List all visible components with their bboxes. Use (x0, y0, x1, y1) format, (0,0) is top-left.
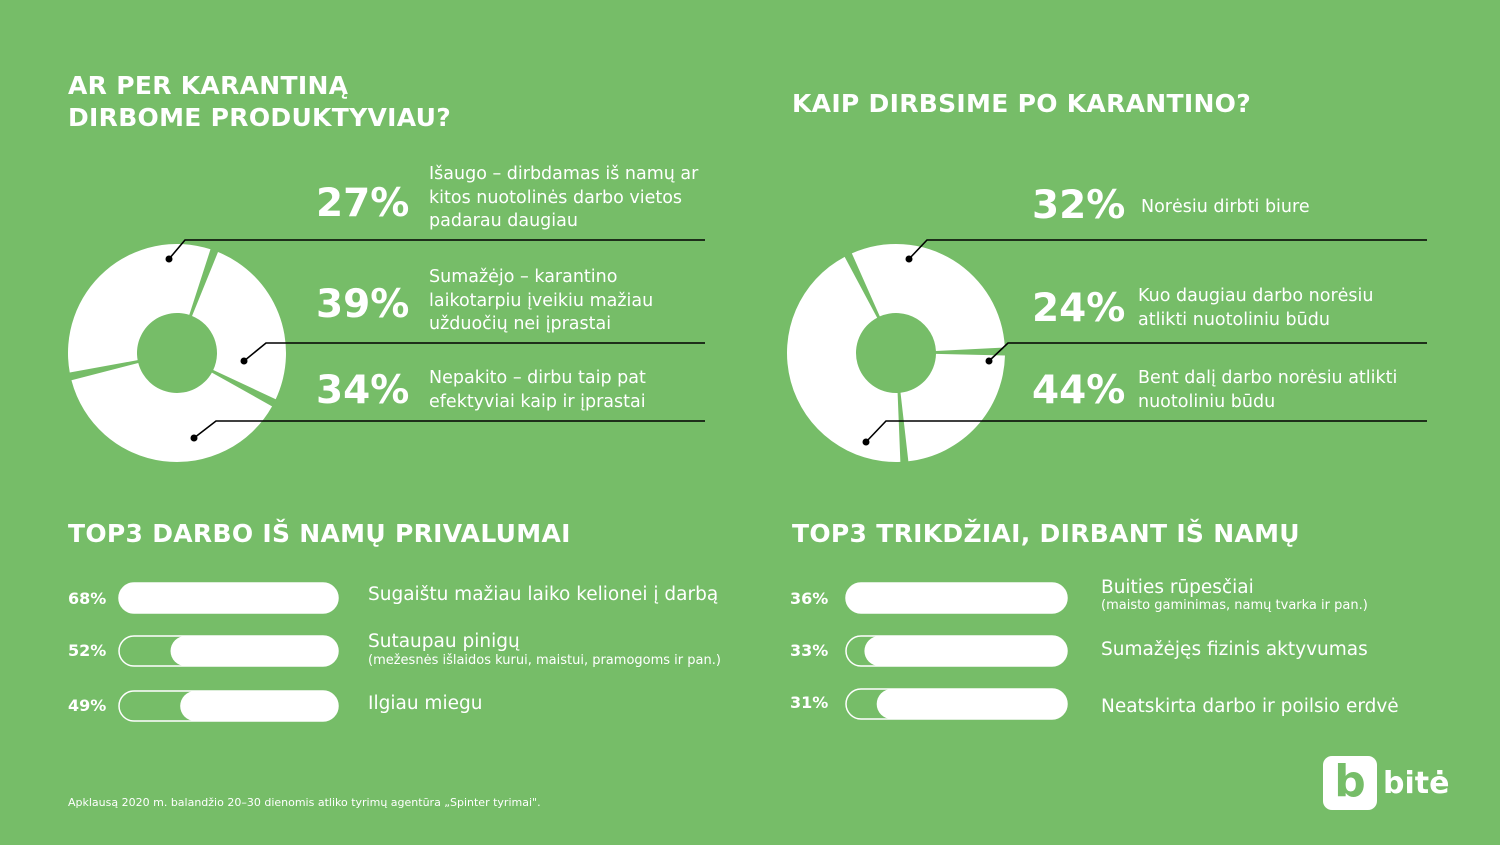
right-leader-1-dot (906, 256, 913, 263)
right-bar-1-fill (846, 583, 1067, 613)
left-donut-slice-3 (68, 244, 211, 372)
left-slice-2-label: Sumažėjo – karantino laikotarpiu įveikiu mažiau užduočių nei įprastai (429, 267, 654, 334)
left-bar-2-label: Sutaupau pinigų (368, 631, 520, 652)
right-slice-1-pct: 32% (1032, 183, 1126, 228)
right-slice-2-label: Kuo daugiau darbo norėsiu atlikti nuotoliniu būdu (1138, 286, 1374, 330)
left-leader-2 (244, 343, 705, 361)
bite-logo-icon: b (1323, 756, 1377, 810)
left-bar-3-fill (180, 691, 338, 721)
left-leader-3-dot (191, 435, 198, 442)
left-leader-3 (194, 421, 705, 438)
right-bar-1-pct: 36% (790, 589, 829, 608)
right-leader-1 (909, 240, 1427, 259)
left-bar-1-pct: 68% (68, 589, 107, 608)
right-bar-2-pct: 33% (790, 641, 829, 660)
right-bar-1-sub: (maisto gaminimas, namų tvarka ir pan.) (1101, 598, 1368, 613)
right-leader-2 (989, 343, 1427, 361)
right-bars-title: TOP3 TRIKDŽIAI, DIRBANT IŠ NAMŲ (792, 519, 1300, 548)
bite-logo-text: bitė (1383, 766, 1450, 801)
right-leader-2-dot (986, 358, 993, 365)
left-bar-3-pct: 49% (68, 696, 107, 715)
left-bar-1-fill (119, 583, 338, 613)
left-bar-2-pct: 52% (68, 641, 107, 660)
right-bar-2-fill (864, 636, 1067, 666)
left-leader-2-dot (241, 358, 248, 365)
footnote: Apklausą 2020 m. balandžio 20–30 dienomis atliko tyrimų agentūra „Spinter tyrimai". (68, 796, 541, 809)
left-bar-3-label: Ilgiau miegu (368, 693, 483, 714)
right-bar-2-label: Sumažėjęs fizinis aktyvumas (1101, 639, 1368, 660)
right-leader-3-dot (863, 439, 870, 446)
left-bar-1-label: Sugaištu mažiau laiko kelionei į darbą (368, 584, 719, 605)
left-bars-title: TOP3 DARBO IŠ NAMŲ PRIVALUMAI (68, 519, 571, 548)
left-donut-slice-1 (192, 252, 286, 399)
left-bar-2-sub: (mežesnės išlaidos kurui, maistui, pramogoms ir pan.) (368, 653, 721, 668)
right-donut-slice-1 (852, 244, 1005, 351)
left-leader-1 (169, 240, 705, 259)
right-bar-1-label: Buities rūpesčiai (1101, 577, 1254, 598)
right-slice-1-label: Norėsiu dirbti biure (1141, 197, 1310, 217)
left-donut-title: AR PER KARANTINĄ DIRBOME PRODUKTYVIAU? (68, 71, 452, 132)
right-bar-3-pct: 31% (790, 693, 829, 712)
left-slice-3-pct: 34% (316, 368, 410, 413)
left-slice-3-label: Nepakito – dirbu taip pat efektyviai kaip ir įprastai (429, 368, 646, 412)
left-slice-2-pct: 39% (316, 282, 410, 327)
right-slice-3-label: Bent dalį darbo norėsiu atlikti nuotoliniu būdu (1138, 368, 1398, 412)
left-slice-1-label: Išaugo – dirbdamas iš namų ar kitos nuotolinės darbo vietos padarau daugiau (429, 164, 699, 231)
left-bar-2-fill (171, 636, 338, 666)
right-slice-2-pct: 24% (1032, 286, 1126, 331)
right-bar-3-fill (877, 689, 1067, 719)
right-slice-3-pct: 44% (1032, 368, 1126, 413)
left-leader-1-dot (166, 256, 173, 263)
right-donut-title: KAIP DIRBSIME PO KARANTINO? (792, 89, 1252, 118)
right-bar-3-label: Neatskirta darbo ir poilsio erdvė (1101, 696, 1399, 717)
left-slice-1-pct: 27% (316, 181, 410, 226)
right-donut-slice-2 (901, 354, 1005, 461)
